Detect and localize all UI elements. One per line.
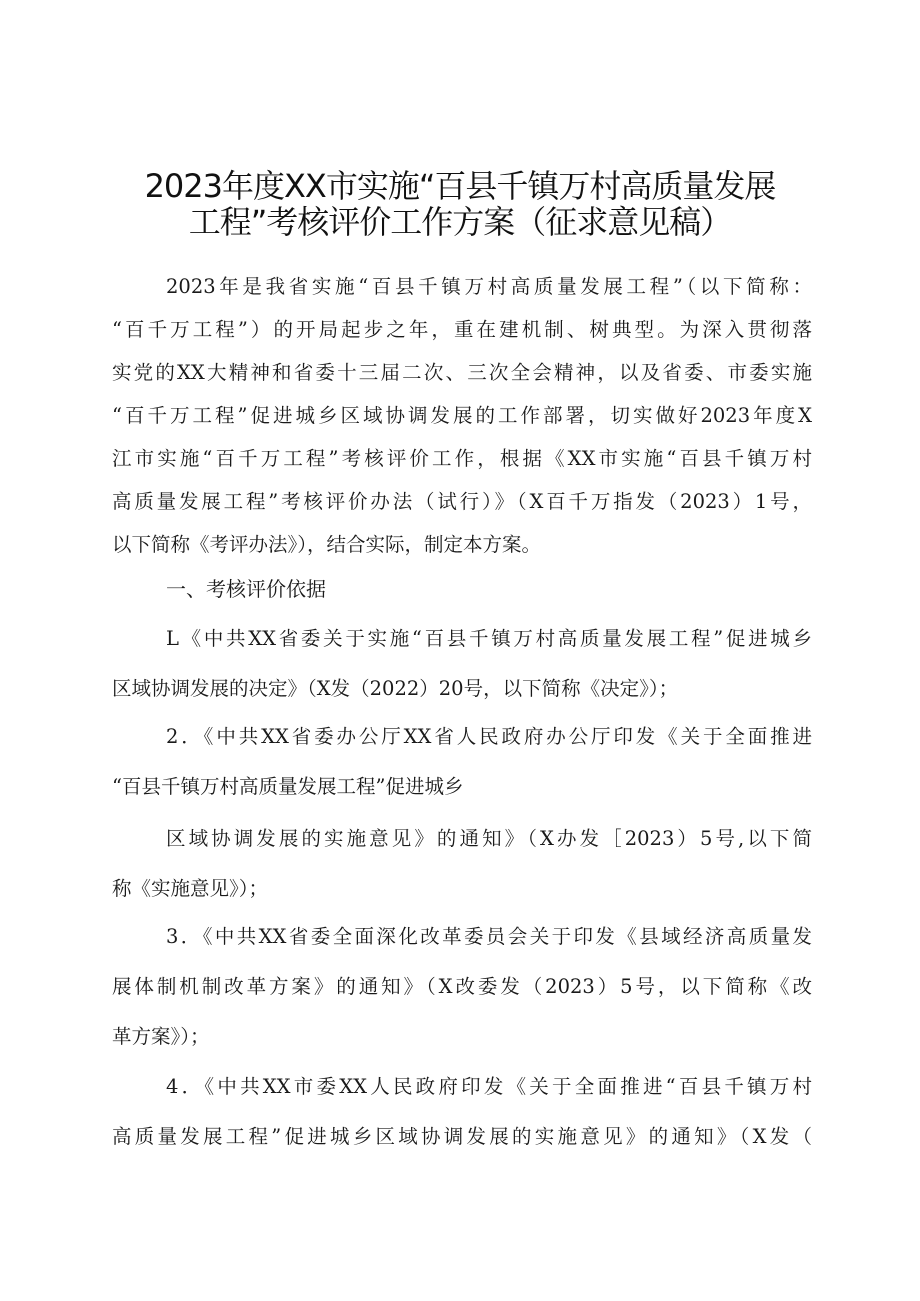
- item-3-line-2: 展体制机制改革方案》的通知》（X改委发（2023）5号，以下简称《改: [112, 975, 812, 998]
- intro-line-2: “百千万工程”）的开局起步之年，重在建机制、树典型。为深入贯彻落: [112, 318, 812, 341]
- intro-line-7: 以下简称《考评办法》），结合实际，制定本方案。: [112, 533, 542, 556]
- item-1-line-2: 区域协调发展的决定》（X发（2022）20号，以下简称《决定》）；: [112, 677, 679, 700]
- document-title-line-2: 工程”考核评价工作方案（征求意见稿）: [188, 203, 732, 241]
- section-heading: 一、考核评价依据: [166, 577, 326, 601]
- intro-line-6: 高质量发展工程”考核评价办法（试行）》（X百千万指发（2023）1号，: [112, 490, 812, 513]
- item-2-line-3: 区域协调发展的实施意见》的通知》（X办发［2023）5号,以下简: [166, 827, 812, 850]
- intro-line-5: 江市实施“百千万工程”考核评价工作，根据《XX市实施“百县千镇万村: [112, 447, 812, 470]
- item-1-line-1: L《中共XX省委关于实施“百县千镇万村高质量发展工程”促进城乡: [166, 627, 812, 650]
- intro-line-3: 实党的XX大精神和省委十三届二次、三次全会精神，以及省委、市委实施: [112, 361, 812, 384]
- item-4-line-1: 4．《中共XX市委XX人民政府印发《关于全面推进“百县千镇万村: [166, 1075, 812, 1098]
- item-3-line-1: 3．《中共XX省委全面深化改革委员会关于印发《县域经济高质量发: [166, 925, 812, 948]
- item-2-line-4: 称《实施意见》）；: [112, 877, 269, 900]
- item-2-line-2: “百县千镇万村高质量发展工程”促进城乡: [112, 775, 464, 798]
- intro-line-1: 2023年是我省实施“百县千镇万村高质量发展工程”（以下简称：: [166, 275, 812, 298]
- item-3-line-3: 革方案》）；: [112, 1025, 210, 1048]
- document-title-line-1: 2023年度XX市实施“百县千镇万村高质量发展: [144, 167, 776, 205]
- item-4-line-2: 高质量发展工程”促进城乡区域协调发展的实施意见》的通知》（X发（: [112, 1125, 812, 1148]
- intro-line-4: “百千万工程”促进城乡区域协调发展的工作部署，切实做好2023年度X: [112, 404, 812, 427]
- item-2-line-1: 2．《中共XX省委办公厅XX省人民政府办公厅印发《关于全面推进: [166, 725, 812, 748]
